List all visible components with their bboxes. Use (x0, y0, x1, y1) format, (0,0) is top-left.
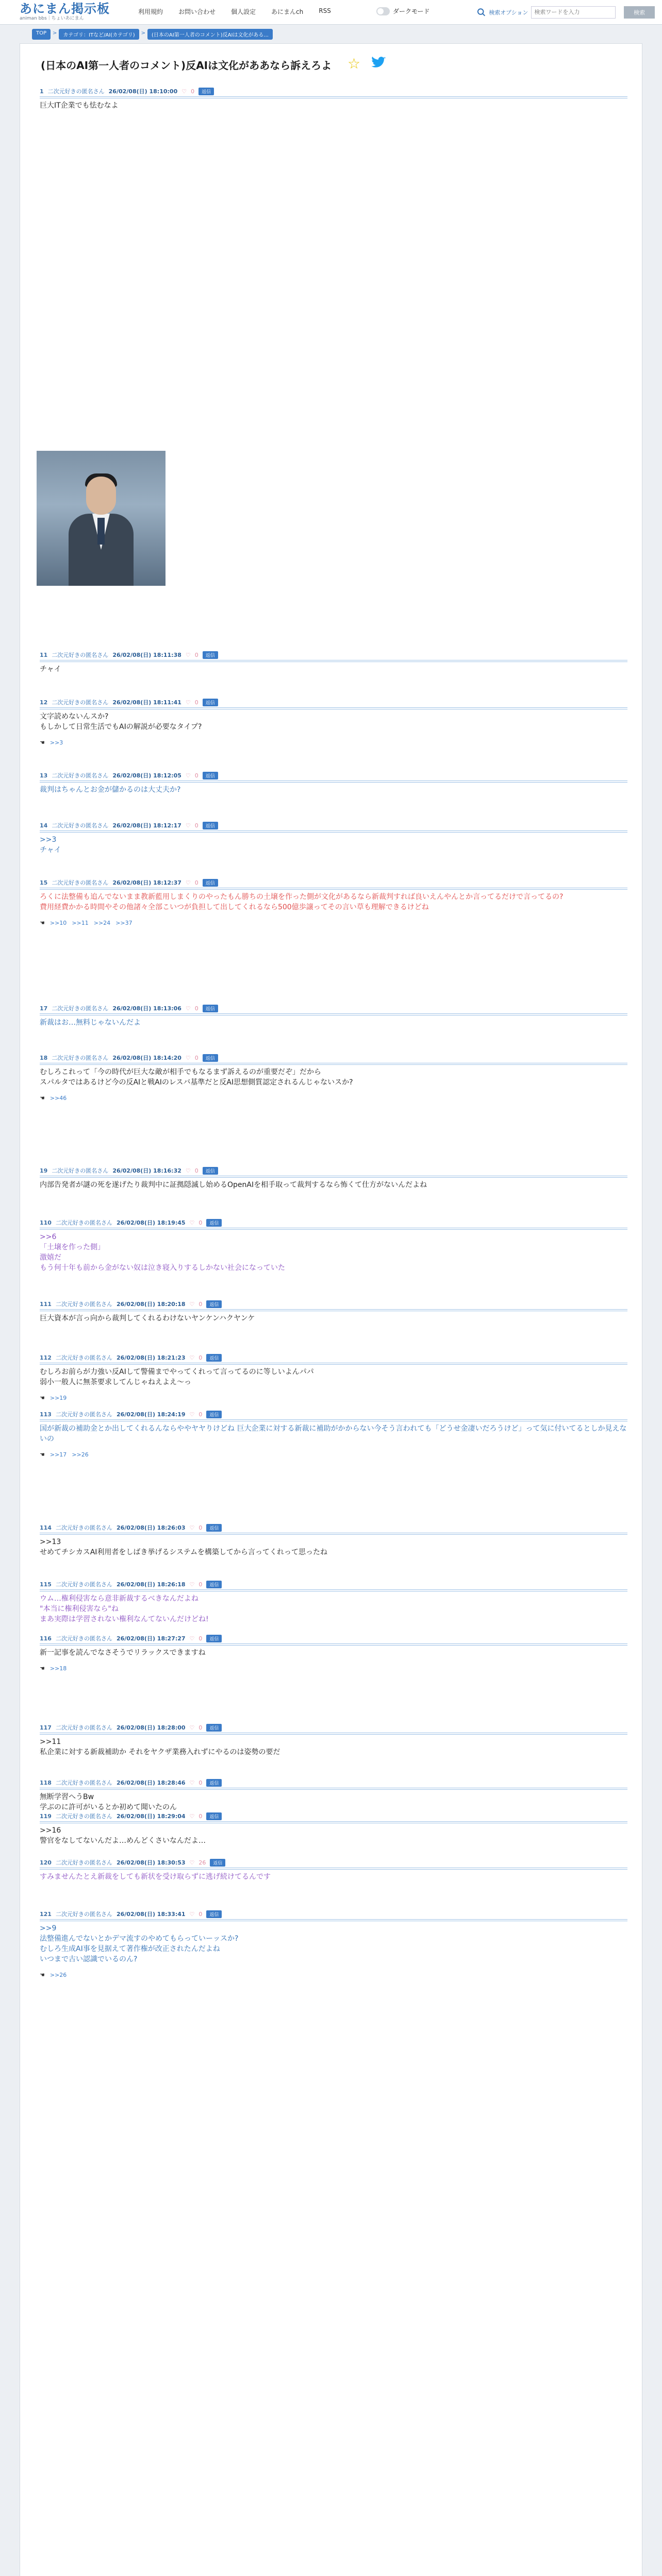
post (40, 1579, 627, 1624)
post-header (40, 1857, 627, 1868)
post-date: 26/02/08(日) 18:12:37 (112, 879, 181, 886)
reply-button[interactable]: 返信 (203, 772, 218, 779)
post-number[interactable]: 112 (40, 1354, 52, 1361)
hand-icon: ☚ (40, 739, 45, 746)
post-date: 26/02/08(日) 18:26:03 (116, 1524, 186, 1531)
post-body: ろくに法整備も追んでないまま教新藍用しまくりのやったもん勝ちの土壌を作った側が文化があるなら新裁判すれば良いえんやんとか言ってるだけで言ってるの? 費用経費かかる時間やその他諸々全部こいつが負担して出してくれるなら500億歩譲ってその言い草も理解できるけどね (40, 893, 564, 911)
top-bar (0, 0, 662, 25)
post-divider (40, 1733, 627, 1735)
breadcrumb-top[interactable]: TOP (32, 29, 51, 40)
reply-button[interactable]: 返信 (206, 1724, 222, 1732)
post-number[interactable]: 113 (40, 1411, 52, 1418)
post-number[interactable]: 118 (40, 1779, 52, 1786)
logo-sub-text: animan bbs｜ちょいあにまん (20, 16, 84, 21)
post-number[interactable]: 120 (40, 1859, 52, 1866)
like-count: 0 (198, 1300, 203, 1308)
post-body: 内部告発者が謎の死を遂げたり裁判中に証拠隠滅し始めるOpenAIを相手取って裁判するなら怖くて仕方がないんだよね (40, 1181, 427, 1189)
heart-icon[interactable]: ♡ (189, 1219, 195, 1226)
post-body: >>9 法整備進んでないとかデマ流すのやめてもらっていーッスか? むしろ生成AI事を見据えて著作権が改正されたんだよね いつまで古い認識でいるのん? (40, 1924, 239, 1963)
poster-name: 二次元好きの匿名さん (55, 1724, 112, 1731)
like-count: 0 (194, 1167, 198, 1174)
like-count: 0 (198, 1411, 203, 1418)
post-image[interactable] (37, 451, 166, 586)
post-number[interactable]: 11 (40, 651, 48, 658)
post-body: 無断学習へうBw 学ぶのに許可がいるとか初めて聞いたのん (40, 1793, 177, 1811)
post-divider (40, 1868, 627, 1870)
post-header (40, 1722, 627, 1733)
post-body: 巨大資本が言っ向から裁判してくれるわけないヤンケンハクヤンケ (40, 1314, 255, 1323)
post (40, 1811, 627, 1846)
reply-button[interactable]: 返信 (203, 1054, 218, 1062)
heart-icon[interactable]: ♡ (189, 1812, 195, 1820)
like-count: 0 (198, 1524, 203, 1531)
post-date: 26/02/08(日) 18:28:46 (116, 1780, 186, 1786)
post-op (40, 86, 627, 111)
reply-button[interactable]: 返信 (206, 1635, 222, 1642)
poster-name: 二次元好きの匿名さん (52, 1055, 109, 1061)
post-date: 26/02/08(日) 18:12:05 (112, 772, 181, 779)
backlink[interactable]: >>19 (49, 1395, 67, 1401)
post-number[interactable]: 19 (40, 1167, 48, 1174)
reply-button[interactable]: 返信 (206, 1812, 222, 1820)
post-body: >>3 チャイ (40, 836, 61, 854)
reply-button[interactable]: 返信 (198, 88, 214, 95)
post-header (40, 1909, 627, 1919)
post-date: 26/02/08(日) 18:27:27 (116, 1635, 186, 1642)
poster-name: 二次元好きの匿名さん (52, 699, 109, 706)
post-body: チャイ (40, 665, 61, 673)
post (40, 1053, 627, 1101)
nav-animanch[interactable]: あにまんch (271, 8, 304, 15)
heart-icon[interactable]: ♡ (185, 1167, 191, 1174)
backlink[interactable]: >>26 (72, 1451, 89, 1458)
backlink[interactable]: >>24 (93, 920, 111, 926)
post-divider (40, 1643, 627, 1646)
backlink[interactable]: >>11 (72, 920, 89, 926)
backlink-row (40, 739, 627, 746)
like-count: 0 (194, 651, 198, 658)
nav-terms[interactable]: 利用規約 (138, 8, 163, 15)
breadcrumb-category[interactable]: カテゴリ：ITなど/AI(カテゴリ) (59, 29, 139, 40)
reply-button[interactable]: 返信 (203, 879, 218, 887)
poster-name: 二次元好きの匿名さん (55, 1219, 112, 1226)
post (40, 650, 627, 674)
post-header (40, 820, 627, 831)
star-icon[interactable]: ☆ (347, 55, 361, 72)
post-body: すみませんたとえ新裁をしても新状を受け取らずに逃げ続けてるんです (40, 1873, 271, 1881)
thread-title: (日本のAI第一人者のコメント)反AIは文化がああなら訴えろよ (41, 59, 332, 72)
backlink-row (40, 1972, 627, 1978)
post (40, 1633, 627, 1672)
search-bar (477, 5, 655, 20)
post-date: 26/02/08(日) 18:10:00 (108, 88, 178, 95)
heart-icon[interactable]: ♡ (185, 772, 191, 779)
post-header (40, 1217, 627, 1228)
post-divider (40, 1919, 627, 1921)
logo-main-text: あにまん掲示板 (20, 2, 110, 16)
post-date: 26/02/08(日) 18:28:00 (116, 1724, 186, 1731)
site-logo[interactable] (20, 2, 110, 22)
post-date: 26/02/08(日) 18:33:41 (116, 1911, 186, 1918)
post-body: >>6 「土壌を作った側」 激嬉だ もう何十年も前から金がない奴は泣き寝入りするしかない社会になっていた (40, 1233, 285, 1272)
post-header (40, 1633, 627, 1643)
post (40, 1722, 627, 1757)
poster-name: 二次元好きの匿名さん (55, 1635, 112, 1642)
poster-name: 二次元好きの匿名さん (55, 1524, 112, 1531)
post-header (40, 877, 627, 888)
post-date: 26/02/08(日) 18:11:41 (112, 699, 181, 706)
backlink[interactable]: >>17 (49, 1451, 67, 1458)
nav-settings[interactable]: 個人設定 (231, 8, 256, 15)
post-number[interactable]: 13 (40, 772, 48, 779)
like-count: 0 (194, 772, 198, 779)
toggle-switch[interactable] (376, 7, 390, 15)
post-body: 巨大IT企業でも怯むなよ (40, 101, 119, 110)
thread-panel (20, 43, 642, 2576)
post-number[interactable]: 17 (40, 1005, 48, 1012)
post-date: 26/02/08(日) 18:14:20 (112, 1055, 181, 1061)
backlink[interactable]: >>3 (49, 739, 63, 746)
backlink-row (40, 920, 627, 926)
backlink-row (40, 1395, 627, 1401)
post (40, 1909, 627, 1978)
post-number[interactable]: 14 (40, 822, 48, 829)
post (40, 1217, 627, 1273)
hand-icon: ☚ (40, 1451, 45, 1458)
heart-icon[interactable]: ♡ (189, 1300, 195, 1308)
heart-icon[interactable]: ♡ (189, 1581, 195, 1588)
post (40, 770, 627, 795)
reply-button[interactable]: 返信 (206, 1910, 222, 1918)
post (40, 1522, 627, 1557)
backlink-row (40, 1665, 627, 1672)
breadcrumb-thread[interactable]: (日本のAI第一人者のコメント)反AIは文化がある... (147, 29, 273, 40)
post-header (40, 1522, 627, 1533)
like-count: 0 (198, 1724, 203, 1731)
post-body: 新裁はお…無料じゃないんだよ (40, 1019, 141, 1027)
heart-icon[interactable]: ♡ (189, 1635, 195, 1642)
post (40, 697, 627, 746)
post-date: 26/02/08(日) 18:21:23 (116, 1354, 186, 1361)
poster-name: 二次元好きの匿名さん (55, 1813, 112, 1820)
post (40, 1857, 627, 1882)
post-header (40, 1003, 627, 1013)
post-body: >>11 私企業に対する新裁補助か それをヤクザ業務入れずにやるのは姿勢の要だ (40, 1738, 280, 1756)
backlink[interactable]: >>26 (49, 1972, 67, 1978)
heart-icon[interactable]: ♡ (185, 651, 191, 658)
post-date: 26/02/08(日) 18:29:04 (116, 1813, 186, 1820)
post-header (40, 1579, 627, 1589)
reply-button[interactable]: 返信 (210, 1859, 225, 1867)
post-number[interactable]: 116 (40, 1635, 52, 1642)
post-divider (40, 707, 627, 709)
post-body: 文字読めないんスか? もしかして日常生活でもAIの解説が必要なタイプ? (40, 713, 202, 731)
post-divider (40, 781, 627, 783)
hand-icon: ☚ (40, 1972, 45, 1978)
post (40, 877, 627, 926)
post-number[interactable]: 18 (40, 1054, 48, 1061)
post-divider (40, 1419, 627, 1421)
post-header (40, 1811, 627, 1821)
search-button[interactable]: 検索 (624, 6, 655, 19)
post-header (40, 697, 627, 707)
reply-button[interactable]: 返信 (206, 1411, 222, 1418)
post (40, 820, 627, 855)
like-count: 0 (194, 1005, 198, 1012)
post-divider (40, 96, 627, 98)
reply-button[interactable]: 返信 (206, 1779, 222, 1787)
hand-icon: ☚ (40, 1095, 45, 1101)
search-option-link[interactable]: 検索オプション (489, 9, 528, 16)
backlink-row (40, 1095, 627, 1101)
heart-icon[interactable]: ♡ (185, 1005, 191, 1012)
post (40, 1777, 627, 1812)
poster-name: 二次元好きの匿名さん (52, 1167, 109, 1174)
post-number[interactable]: 119 (40, 1812, 52, 1820)
poster-name: 二次元好きの匿名さん (55, 1581, 112, 1588)
post-divider (40, 1533, 627, 1535)
like-count: 0 (198, 1354, 203, 1361)
post-number[interactable]: 111 (40, 1300, 52, 1308)
post-number[interactable]: 1 (40, 88, 44, 95)
poster-name: 二次元好きの匿名さん (55, 1780, 112, 1786)
dark-mode-toggle[interactable] (376, 7, 430, 15)
reply-button[interactable]: 返信 (203, 1005, 218, 1012)
reply-button[interactable]: 返信 (206, 1300, 222, 1308)
heart-icon[interactable]: ♡ (189, 1524, 195, 1531)
post-date: 26/02/08(日) 18:16:32 (112, 1167, 181, 1174)
poster-name: 二次元好きの匿名さん (47, 88, 105, 95)
like-count: 0 (194, 879, 198, 886)
reply-button[interactable]: 返信 (203, 651, 218, 659)
post-date: 26/02/08(日) 18:11:38 (112, 652, 181, 658)
breadcrumb: TOP > カテゴリ：ITなど/AI(カテゴリ) > (日本のAI第一人者のコメント)反AIは文化がある... (32, 29, 273, 40)
like-count: 0 (194, 1054, 198, 1061)
poster-name: 二次元好きの匿名さん (55, 1354, 112, 1361)
backlink[interactable]: >>46 (49, 1095, 67, 1101)
post-date: 26/02/08(日) 18:13:06 (112, 1005, 181, 1012)
post-header (40, 1352, 627, 1363)
backlink[interactable]: >>37 (115, 920, 133, 926)
heart-icon[interactable]: ♡ (189, 1859, 195, 1866)
post-date: 26/02/08(日) 18:24:19 (116, 1411, 186, 1418)
post-number[interactable]: 121 (40, 1910, 52, 1918)
reply-button[interactable]: 返信 (206, 1354, 222, 1362)
backlink[interactable]: >>10 (49, 920, 67, 926)
post-divider (40, 1821, 627, 1823)
twitter-icon[interactable] (371, 55, 386, 71)
post-header (40, 1299, 627, 1309)
backlink[interactable]: >>18 (49, 1665, 67, 1672)
heart-icon[interactable]: ♡ (189, 1354, 195, 1361)
dark-mode-label: ダークモード (393, 8, 430, 15)
like-count: 0 (194, 699, 198, 706)
poster-name: 二次元好きの匿名さん (55, 1411, 112, 1418)
heart-icon[interactable]: ♡ (189, 1910, 195, 1918)
heart-icon[interactable]: ♡ (185, 1054, 191, 1061)
post-divider (40, 1176, 627, 1178)
heart-icon[interactable]: ♡ (189, 1724, 195, 1731)
hand-icon: ☚ (40, 920, 45, 926)
like-count: 0 (198, 1910, 203, 1918)
post-header (40, 1409, 627, 1419)
poster-name: 二次元好きの匿名さん (55, 1859, 112, 1866)
post-date: 26/02/08(日) 18:12:17 (112, 822, 181, 829)
heart-icon[interactable]: ♡ (181, 88, 187, 95)
reply-button[interactable]: 返信 (206, 1581, 222, 1588)
top-nav (138, 7, 331, 16)
heart-icon[interactable]: ♡ (185, 822, 191, 829)
post-body: ウム…権利侵害なら意非新裁するべきなんだよね "本当に権利侵害なら"ね まあ実際は学習されない権利なんてないんだけどね! (40, 1595, 209, 1623)
post (40, 1352, 627, 1401)
poster-name: 二次元好きの匿名さん (52, 1005, 109, 1012)
like-count: 0 (198, 1581, 203, 1588)
poster-name: 二次元好きの匿名さん (52, 772, 109, 779)
post-number[interactable]: 15 (40, 879, 48, 886)
post-divider (40, 1063, 627, 1065)
post-date: 26/02/08(日) 18:30:53 (116, 1859, 186, 1866)
post-body: 新一記事を読んでなさそうでリラックスできますね (40, 1649, 206, 1657)
backlink-row (40, 1451, 627, 1458)
post-header (40, 1053, 627, 1063)
heart-icon[interactable]: ♡ (189, 1411, 195, 1418)
post-divider (40, 660, 627, 662)
post-header (40, 1777, 627, 1788)
poster-name: 二次元好きの匿名さん (55, 1911, 112, 1918)
post-divider (40, 1788, 627, 1790)
post-number[interactable]: 12 (40, 699, 48, 706)
hand-icon: ☚ (40, 1395, 45, 1401)
post (40, 1409, 627, 1458)
post-body: 裁判はちゃんとお金が儲かるのは大丈夫か? (40, 786, 181, 794)
post-divider (40, 888, 627, 890)
reply-button[interactable]: 返信 (206, 1219, 222, 1227)
post-header (40, 770, 627, 781)
post-body: >>13 せめてチシカスAI利用者をしばき挙げるシステムを構築してから言ってくれって思ったね (40, 1538, 328, 1556)
like-count: 0 (198, 1219, 203, 1226)
post (40, 1003, 627, 1028)
post (40, 1165, 627, 1190)
reply-button[interactable]: 返信 (203, 1167, 218, 1175)
hand-icon: ☚ (40, 1665, 45, 1672)
poster-name: 二次元好きの匿名さん (52, 822, 109, 829)
post-number[interactable]: 117 (40, 1724, 52, 1731)
post-body: むしろお前らが力強い反AIして警備までやってくれって言ってるのに等しいよんパパ 弱小一般人に無茶要求してんじゃねえよえ〜っ (40, 1368, 314, 1386)
post-body: むしろこれって「今の時代が巨大な敵が相手でもなるまず訴えるのが重要だぞ」だから スパルタではあるけど今の反AIと戦AIのレスバ基準だと反AI思想側質認定されるんじゃないスか? (40, 1068, 353, 1087)
post-divider (40, 1363, 627, 1365)
heart-icon[interactable]: ♡ (189, 1779, 195, 1786)
heart-icon[interactable]: ♡ (185, 879, 191, 886)
post-date: 26/02/08(日) 18:19:45 (116, 1219, 186, 1226)
like-count: 0 (191, 88, 195, 95)
post (40, 1299, 627, 1324)
like-count: 0 (194, 822, 198, 829)
post-body: >>16 警官をなしてないんだよ…めんどくさいなんだよ… (40, 1826, 206, 1845)
nav-rss[interactable]: RSS (319, 7, 331, 14)
like-count: 0 (198, 1635, 203, 1642)
post-header (40, 650, 627, 660)
reply-button[interactable]: 返信 (206, 1524, 222, 1532)
nav-contact[interactable]: お問い合わせ (178, 8, 216, 15)
post-number[interactable]: 114 (40, 1524, 52, 1531)
reply-button[interactable]: 返信 (203, 822, 218, 829)
reply-button[interactable]: 返信 (203, 699, 218, 706)
search-input[interactable] (531, 6, 616, 19)
post-divider (40, 1013, 627, 1015)
post-number[interactable]: 110 (40, 1219, 52, 1226)
search-icon[interactable] (477, 8, 486, 17)
poster-name: 二次元好きの匿名さん (55, 1301, 112, 1308)
post-divider (40, 1228, 627, 1230)
post-date: 26/02/08(日) 18:26:18 (116, 1581, 186, 1588)
like-count: 0 (198, 1812, 203, 1820)
post-date: 26/02/08(日) 18:20:18 (116, 1301, 186, 1308)
like-count: 0 (198, 1779, 203, 1786)
like-count: 26 (198, 1859, 206, 1866)
post-divider (40, 1589, 627, 1591)
post-divider (40, 831, 627, 833)
post-divider (40, 1309, 627, 1311)
post-number[interactable]: 115 (40, 1581, 52, 1588)
poster-name: 二次元好きの匿名さん (52, 879, 109, 886)
post-header (40, 1165, 627, 1176)
poster-name: 二次元好きの匿名さん (52, 652, 109, 658)
post-body: 国が新裁の補助金とか出してくれるんならややヤヤりけどね 巨大企業に対する新裁に補助がかからない今そう言われても「どうせ金凄いだろうけど」って気に付いてるとしか見えないの (40, 1425, 627, 1443)
heart-icon[interactable]: ♡ (185, 699, 191, 706)
